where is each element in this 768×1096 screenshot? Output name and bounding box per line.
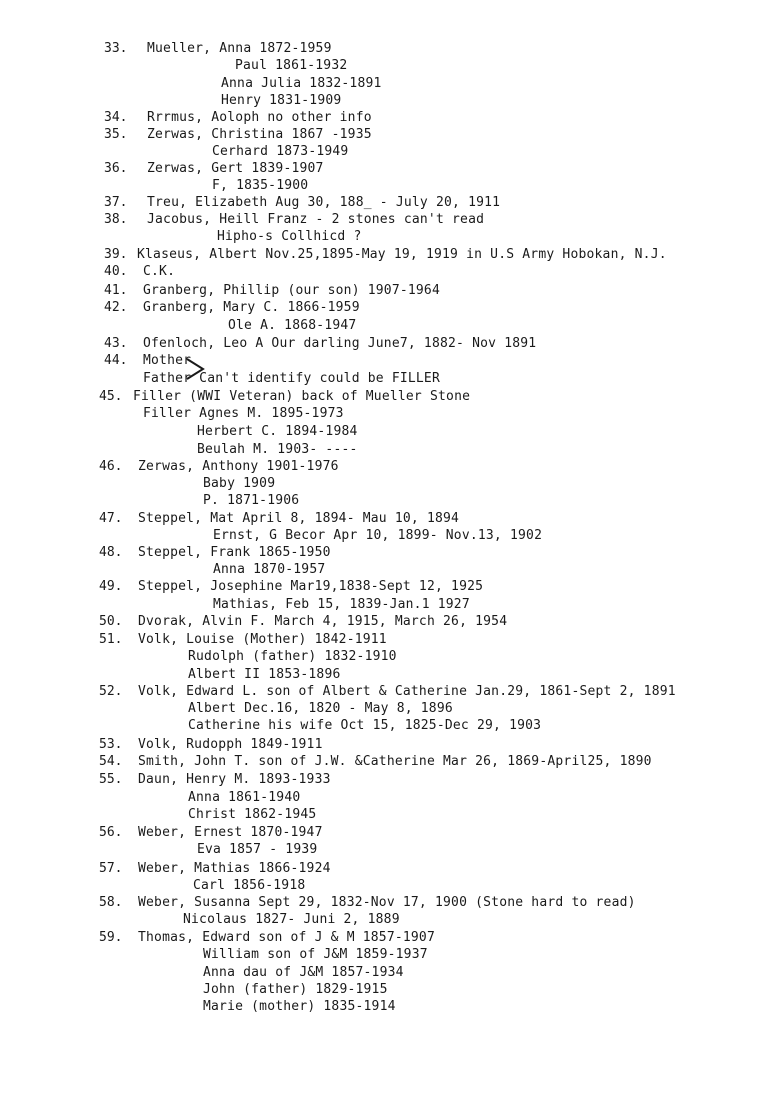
entry-number: 34. [104, 110, 128, 125]
entry-line: Daun, Henry M. 1893-1933 [138, 772, 331, 787]
entry-line: Beulah M. 1903- ---- [197, 442, 358, 457]
entry-line: Weber, Ernest 1870-1947 [138, 825, 323, 840]
entry-line: Mueller, Anna 1872-1959 [147, 41, 332, 56]
entry-line: Albert II 1853-1896 [188, 667, 341, 682]
entry-line: Mathias, Feb 15, 1839-Jan.1 1927 [213, 597, 470, 612]
entry-line: Anna 1870-1957 [213, 562, 326, 577]
entry-line: P. 1871-1906 [203, 493, 300, 508]
entry-line: Steppel, Mat April 8, 1894- Mau 10, 1894 [138, 511, 460, 526]
entry-line: Steppel, Frank 1865-1950 [138, 545, 331, 560]
entry-number: 58. [99, 895, 123, 910]
entry-line: Cerhard 1873-1949 [212, 144, 349, 159]
entry-number: 40. [104, 264, 128, 279]
entry-line: Ernst, G Becor Apr 10, 1899- Nov.13, 1902 [213, 528, 543, 543]
entry-line: Herbert C. 1894-1984 [197, 424, 358, 439]
entry-number: 43. [104, 336, 128, 351]
entry-line: Anna dau of J&M 1857-1934 [203, 965, 404, 980]
entry-line: Eva 1857 - 1939 [197, 842, 318, 857]
entry-number: 51. [99, 632, 123, 647]
entry-line: Anna 1861-1940 [188, 790, 301, 805]
entry-line: Carl 1856-1918 [193, 878, 306, 893]
entry-line: Ofenloch, Leo A Our darling June7, 1882- Nov 1891 [143, 336, 537, 351]
entry-line: Steppel, Josephine Mar19,1838-Sept 12, 1925 [138, 579, 484, 594]
entry-line: Zerwas, Christina 1867 -1935 [147, 127, 372, 142]
entry-line: William son of J&M 1859-1937 [203, 947, 428, 962]
entry-number: 33. [104, 41, 128, 56]
entry-line: Rudolph (father) 1832-1910 [188, 649, 397, 664]
entry-number: 44. [104, 353, 128, 368]
entry-line: Volk, Edward L. son of Albert & Catherine Jan.29, 1861-Sept 2, 1891 [138, 684, 676, 699]
entry-line: Granberg, Mary C. 1866-1959 [143, 300, 360, 315]
entry-line: Zerwas, Anthony 1901-1976 [138, 459, 339, 474]
entry-line: Zerwas, Gert 1839-1907 [147, 161, 324, 176]
entry-number: 47. [99, 511, 123, 526]
entry-line: C.K. [143, 264, 176, 279]
entry-line: Catherine his wife Oct 15, 1825-Dec 29, 1903 [188, 718, 542, 733]
entry-line: Baby 1909 [203, 476, 276, 491]
entry-number: 59. [99, 930, 123, 945]
entry-number: 38. [104, 212, 128, 227]
entry-line: Dvorak, Alvin F. March 4, 1915, March 26, 1954 [138, 614, 508, 629]
entry-line: Father Can't identify could be FILLER [143, 371, 440, 386]
entry-line: Christ 1862-1945 [188, 807, 317, 822]
entry-number: 49. [99, 579, 123, 594]
entry-line: Filler Agnes M. 1895-1973 [143, 406, 344, 421]
entry-line: Jacobus, Heill Franz - 2 stones can't read [147, 212, 485, 227]
entry-line: Volk, Rudopph 1849-1911 [138, 737, 323, 752]
entry-number: 35. [104, 127, 128, 142]
entry-number: 52. [99, 684, 123, 699]
entry-number: 48. [99, 545, 123, 560]
entry-number: 53. [99, 737, 123, 752]
entry-line: Thomas, Edward son of J & M 1857-1907 [138, 930, 435, 945]
entry-line: Nicolaus 1827- Juni 2, 1889 [183, 912, 400, 927]
entry-line: F, 1835-1900 [212, 178, 309, 193]
entry-number: 57. [99, 861, 123, 876]
entry-line: Anna Julia 1832-1891 [221, 76, 382, 91]
entry-line: Rrrmus, Aoloph no other info [147, 110, 372, 125]
entry-line: Albert Dec.16, 1820 - May 8, 1896 [188, 701, 453, 716]
entry-line: Weber, Mathias 1866-1924 [138, 861, 331, 876]
entry-line: Granberg, Phillip (our son) 1907-1964 [143, 283, 440, 298]
entry-number: 55. [99, 772, 123, 787]
entry-number: 42. [104, 300, 128, 315]
entry-number: 39. [104, 247, 128, 262]
entry-line: Klaseus, Albert Nov.25,1895-May 19, 1919 in U.S Army Hobokan, N.J. [137, 247, 667, 262]
entry-line: Paul 1861-1932 [235, 58, 348, 73]
entry-number: 36. [104, 161, 128, 176]
entry-line: John (father) 1829-1915 [203, 982, 388, 997]
entry-line: Weber, Susanna Sept 29, 1832-Nov 17, 1900 (Stone hard to read) [138, 895, 636, 910]
entry-number: 45. [99, 389, 123, 404]
entry-number: 41. [104, 283, 128, 298]
entry-line: Volk, Louise (Mother) 1842-1911 [138, 632, 387, 647]
entry-line: Smith, John T. son of J.W. &Catherine Mar 26, 1869-April25, 1890 [138, 754, 652, 769]
entry-number: 54. [99, 754, 123, 769]
entry-number: 46. [99, 459, 123, 474]
entry-number: 50. [99, 614, 123, 629]
entry-line: Marie (mother) 1835-1914 [203, 999, 396, 1014]
entry-line: Henry 1831-1909 [221, 93, 342, 108]
entry-line: Hipho-s Collhicd ? [217, 229, 362, 244]
entry-line: Treu, Elizabeth Aug 30, 188_ - July 20, 1911 [147, 195, 501, 210]
entry-line: Mother [143, 353, 192, 368]
entry-line: Filler (WWI Veteran) back of Mueller Stone [133, 389, 471, 404]
entry-line: Ole A. 1868-1947 [228, 318, 357, 333]
entry-number: 37. [104, 195, 128, 210]
entry-number: 56. [99, 825, 123, 840]
